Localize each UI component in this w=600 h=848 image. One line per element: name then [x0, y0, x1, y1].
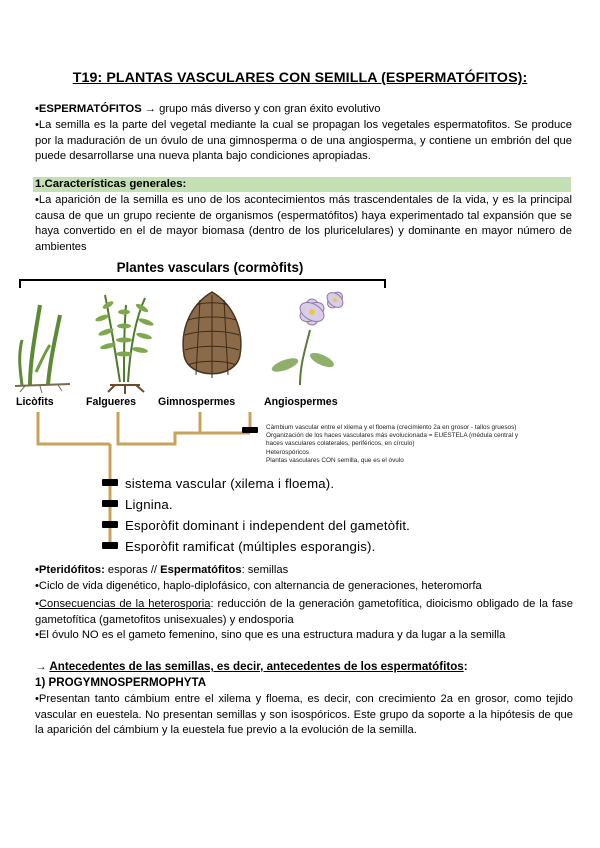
note-line: Organización de los haces vasculares más evolucionada = EUESTELA (médula central y: [266, 432, 519, 440]
heterosporia-paragraph: [35, 597, 573, 628]
label-licofits: Licòfits: [16, 396, 54, 408]
antecedentes-title: Antecedentes de las semillas, es decir, antecedentes de los espermatófitos: [49, 660, 464, 673]
antecedentes-colon: :: [463, 660, 468, 673]
page-title: T19: PLANTAS VASCULARES CON SEMILLA (ESPERMATÓFITOS):: [72, 70, 528, 86]
falgueres-illustration: [95, 295, 155, 394]
note-line: Heterospóricos: [266, 448, 309, 456]
intro-arrow-text: → grupo más diverso y con gran éxito evolutivo: [141, 103, 381, 115]
licofits-illustration: [15, 305, 70, 393]
bullet-mark: •: [35, 598, 39, 610]
term-espermatofitos-2: Espermatófitos: [160, 564, 242, 576]
note-line: Plantas vasculares CON semilla, que es el óvulo: [266, 456, 404, 464]
arrow-mark: →: [35, 660, 50, 673]
trait-sistema-vascular: sistema vascular (xilema i floema).: [125, 476, 335, 491]
antecedentes-heading: [35, 660, 468, 673]
intro-line: [35, 102, 572, 118]
pteridofitos-text: esporas //: [104, 564, 161, 576]
section1-paragraph: •La aparición de la semilla es uno de los acontecimientos más trascendentales de la vida, y es la principal causa de que un grupo reciente de organismos (espermatófitos) haya experimentado tal expansión que se haya convertido en el de mayor biomasa (dentro de los pluricelulares) y dominante en mayor número de ambientes: [35, 194, 572, 253]
intro-paragraph: •La semilla es la parte del vegetal mediante la cual se propagan los vegetales espermatofitos. Se produce por la maduración de un óvulo de una gimnosperma o de una angiosperma, y contiene un embrión del que puede desarrollarse una nueva planta bajo condiciones apropiadas.: [35, 119, 572, 163]
figure-title: Plantes vasculars (cormòfits): [116, 260, 304, 275]
figure-bracket: [20, 280, 385, 288]
section-heading-caracteristicas: 1.Características generales:: [33, 177, 571, 192]
trait-esporofit-ramificat: Esporòfit ramificat (múltiples esporangis).: [125, 539, 376, 554]
heterosporia-term: Consecuencias de la heterosporia: [38, 598, 211, 610]
label-angiospermes: Angiospermes: [264, 396, 338, 408]
term-pteridofitos: •Pteridófitos:: [35, 564, 105, 576]
phylogeny-figure: [0, 258, 600, 560]
note-line: haces vasculares colaterales, periféricos, en círculo): [266, 440, 415, 448]
label-falgueres: Falgueres: [86, 396, 137, 408]
progymno-paragraph: •Presentan tanto cámbium entre el xilema y floema, es decir, con crecimiento 2a en grosor, como tejido vascular en euestela. No presentan semillas y son isospóricos. Este grupo da soporte a la hipótesis de que la aparición del cámbium y la euestela fue previo a la evolución de la semilla.: [35, 693, 573, 737]
note-line: Càmbium vascular entre el xilema y el floema (crecimiento 2a en grosor - tallos gruesos): [266, 424, 517, 431]
term-espermatofitos: •ESPERMATÓFITOS: [35, 103, 142, 115]
gimnospermes-illustration: [183, 292, 241, 378]
pteridofitos-line: [35, 563, 573, 579]
heterosporia-text: : reducción de la generación gametofítica, dioicismo obligado de la fase gametofítica (gametofitos unisexuales) y endosporia: [35, 598, 573, 626]
ovulo-line: •El óvulo NO es el gameto femenino, sino que es una estructura madura y da lugar a la semilla: [35, 629, 506, 641]
ciclo-vida-line: •Ciclo de vida digenético, haplo-diplofásico, con alternancia de generaciones, heteromorfa: [35, 580, 482, 592]
progymno-heading: 1) PROGYMNOSPERMOPHYTA: [35, 676, 207, 689]
seed-plants-note: [266, 424, 596, 465]
label-gimnospermes: Gimnospermes: [158, 396, 236, 408]
espermatofitos-text: : semillas: [241, 564, 289, 576]
trait-esporofit-dominant: Esporòfit dominant i independent del gametòfit.: [125, 518, 411, 533]
angiospermes-illustration: [270, 289, 346, 385]
trait-lignina: Lignina.: [125, 497, 173, 512]
